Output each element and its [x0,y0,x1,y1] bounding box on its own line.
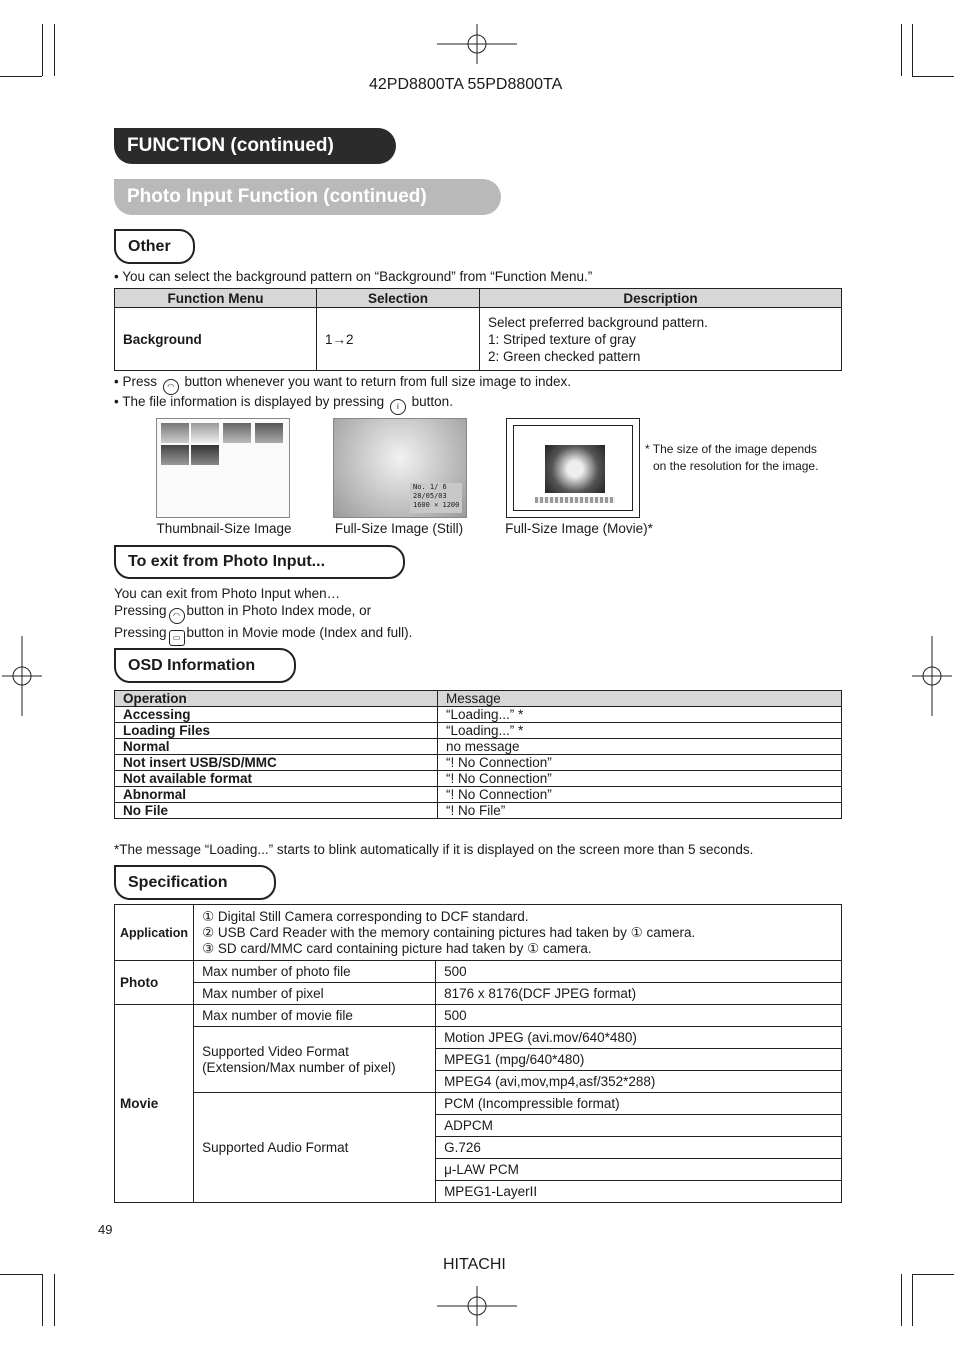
crop-mark [912,24,913,76]
caption-thumbnail: Thumbnail-Size Image [156,521,292,536]
full-size-still-image [333,418,467,518]
col-selection: Selection [317,289,480,308]
video-format-label: Supported Video Format (Extension/Max number of pixel) [194,1027,436,1093]
still-info-overlay: No. 1/ 6 28/05/03 1600 × 1200 [410,483,462,513]
brand: HITACHI [443,1256,506,1273]
col-description: Description [480,289,842,308]
table-row: Loading Files “Loading...” * [115,723,842,739]
spec-movie: Movie [115,1005,194,1203]
spec-photo: Photo [115,961,194,1005]
registration-mark [437,1286,517,1326]
registration-mark [2,636,42,716]
audio-format-label: Supported Audio Format [194,1093,436,1203]
function-title: FUNCTION (continued) [114,128,396,164]
crop-mark [54,24,55,76]
osd-table [114,690,842,819]
crop-mark [912,1274,913,1326]
photo-input-title: Photo Input Function (continued) [114,179,501,215]
table-row: Accessing “Loading...” * [115,707,842,723]
table-row: Abnormal “! No Connection” [115,787,842,803]
caption-still: Full-Size Image (Still) [334,521,464,536]
crop-mark [901,24,902,76]
full-size-movie-image [506,418,640,518]
model-number: 42PD8800TA 55PD8800TA [369,76,563,93]
bullet-return-index: • Press ◠ button whenever you want to return from full size image to index. [114,373,571,395]
exit-button-icon: ▭ [169,630,185,646]
image-size-footnote: * The size of the image depends on the resolution for the image. [645,442,819,473]
other-heading: Other [114,229,195,264]
spec-table: Application ① Digital Still Camera corresponding to DCF standard. ② USB Card Reader with the memory containing pictures had taken by ① camera. ③ SD card/MMC card containing picture had taken by ① camera. Photo Max number of photo file 500 Max number of pixel 8176 x 8176(DCF JPEG format) Movie Max number of movie file 500 Supported Video Format (Extension/Max number of pixel) Motion JPEG (avi.mov/640*480) MPEG1 (mpg/640*480) MPEG4 (avi,mov,mp4,asf/352*288) Supported Audio Format PCM (Incompressible format) ADPCM G.726 μ-LAW PCM MPEG1-LayerII [114,904,842,1203]
other-intro: • You can select the background pattern on “Background” from “Function Menu.” [114,269,593,284]
col-function-menu: Function Menu [115,289,317,308]
table-row: Normal no message [115,739,842,755]
spec-application: Application [115,905,194,961]
spec-application-lines: ① Digital Still Camera corresponding to DCF standard. ② USB Card Reader with the memory containing pictures had taken by ① camera. ③ SD card/MMC card containing picture had taken by ① camera. [194,905,842,961]
spec-heading: Specification [114,865,276,900]
exit-heading: To exit from Photo Input... [114,545,405,579]
thumbnail-size-image [156,418,290,518]
caption-movie: Full-Size Image (Movie)* [505,521,653,536]
crop-mark [54,1274,55,1326]
crop-mark [912,1274,954,1275]
index-button-icon: ◠ [169,608,185,624]
cell-selection: 1→2 [317,308,480,371]
registration-mark [437,24,517,64]
col-message: Message [438,691,842,707]
crop-mark [42,24,43,76]
crop-mark [0,76,42,77]
cell-background: Background [115,308,317,371]
info-button-icon: i [390,399,406,415]
table-row: Not insert USB/SD/MMC “! No Connection” [115,755,842,771]
osd-heading: OSD Information [114,648,296,683]
loading-footnote: *The message “Loading...” starts to blink automatically if it is displayed on the screen more than 5 seconds. [114,842,754,857]
col-operation: Operation [115,691,438,707]
crop-mark [901,1274,902,1326]
table-row: Not available format “! No Connection” [115,771,842,787]
crop-mark [912,76,954,77]
table-row: No File “! No File” [115,803,842,819]
registration-mark [912,636,952,716]
exit-text: You can exit from Photo Input when… Pressing ◠ button in Photo Index mode, or Pressing ▭ button in Movie mode (Index and full). [114,585,412,646]
crop-mark [42,1274,43,1326]
bullet-file-info: • The file information is displayed by pressing i button. [114,393,453,415]
cell-description: Select preferred background pattern. 1: Striped texture of gray 2: Green checked pattern [480,308,842,371]
page-number: 49 [98,1222,113,1237]
crop-mark [0,1274,42,1275]
index-button-icon: ◠ [163,379,179,395]
background-table [114,288,842,371]
